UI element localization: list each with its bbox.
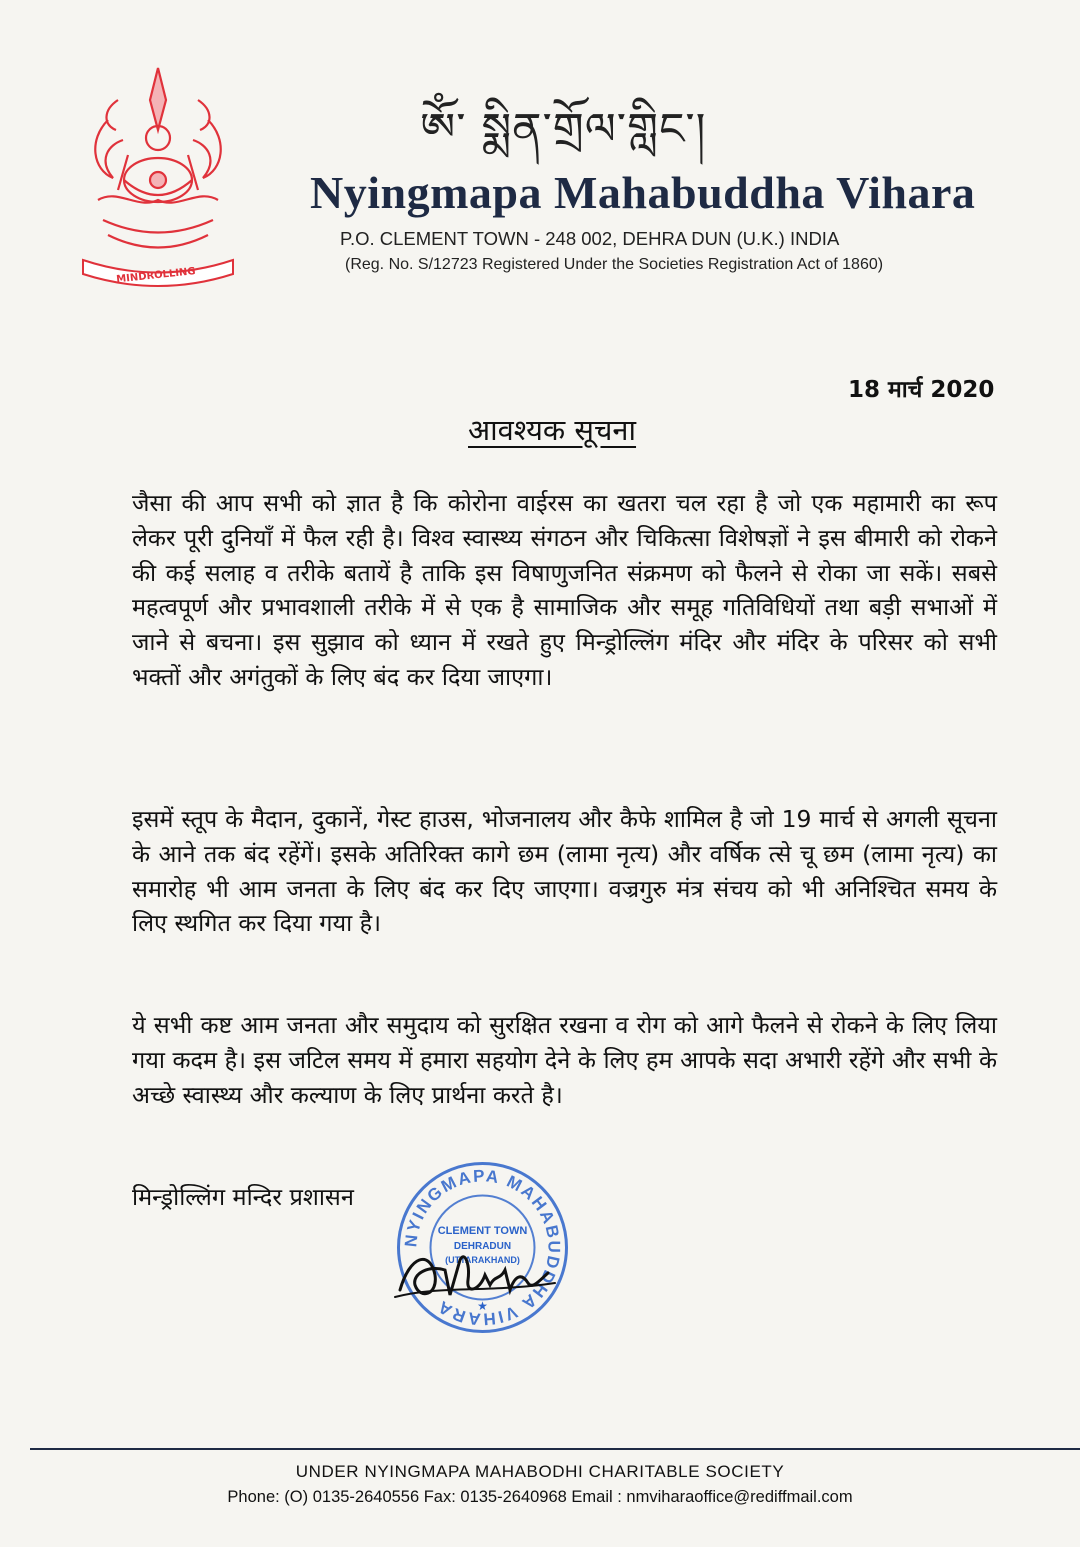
seal-line-1: CLEMENT TOWN [437,1225,528,1237]
notice-date: 18 मार्च 2020 [848,377,995,403]
notice-paragraph-1: जैसा की आप सभी को ज्ञात है कि कोरोना वाईरस का खतरा चल रहा है जो एक महामारी का रूप लेकर पूरी दुनियाँ में फैल रही है। विश्व स्वास्थ्य संगठन और चिकित्सा विशेषज्ञों ने इस बीमारी को रोकने की कई सलाह व तरीके बतायें है ताकि इस विषाणुजनित संक्रमण को फैलने से रोका जा सकें। सबसे महत्वपूर्ण और प्रभावशाली तरीके में से एक है सामाजिक और समूह गतिविधियों तथा बड़ी सभाओं में जाने से बचना। इस सुझाव को ध्यान में रखते हुए मिन्ड्रोल्लिंग मंदिर और मंदिर के परिसर को सभी भक्तों और अगंतुकों के लिए बंद कर दिया जाएगा। [132,489,997,691]
postal-address: P.O. CLEMENT TOWN - 248 002, DEHRA DUN (U.K.) INDIA [340,228,840,249]
footer-contact-details: Phone: (O) 0135-2640556 Fax: 0135-2640968 Email : nmviharaoffice@rediffmail.com [227,1488,853,1506]
svg-text:★: ★ [477,1299,488,1313]
footer-society-name: UNDER NYINGMAPA MAHABODHI CHARITABLE SOCIETY [295,1462,785,1481]
seal-line-3: (UTTARAKHAND) [445,1255,520,1265]
notice-title: आवश्यक सूचना [468,413,637,447]
seal-ring-text: NYINGMAPA MAHABUDDHA VIHARA [401,1166,564,1329]
footer-divider [30,1448,1080,1450]
organization-name: Nyingmapa Mahabuddha Vihara [310,167,976,218]
mindrolling-emblem [78,60,238,290]
notice-paragraph-3: ये सभी कष्ट आम जनता और समुदाय को सुरक्षित रखना व रोग को आगे फैलने से रोकने के लिए लिया गया कदम है। इस जटिल समय में हमारा सहयोग देने के लिए हम आपके सदा अभारी रहेंगे और सभी के अच्छे स्वास्थ्य और कल्याण के लिए प्रार्थना करते है। [132,1011,997,1109]
notice-paragraph-2: इसमें स्तूप के मैदान, दुकानें, गेस्ट हाउस, भोजनालय और कैफे शामिल है जो 19 मार्च से अगली सूचना के आने तक बंद रहेंगें। इसके अतिरिक्त कागे छम (लामा नृत्य) और वर्षिक त्से चू छम (लामा नृत्य) का समारोह भी आम जनता के लिए बंद कर दिए जाएगा। वज्रगुरु मंत्र संचय को भी अनिश्चित समय के लिए स्थगित कर दिया गया है। [132,805,997,938]
seal-line-2: DEHRADUN [453,1241,512,1252]
handwritten-signature [390,1235,560,1310]
registration-note: (Reg. No. S/12723 Registered Under the Societies Registration Act of 1860) [345,256,884,273]
signatory-line: मिन्ड्रोल्लिंग मन्दिर प्रशासन [132,1183,354,1211]
tibetan-title: ཨོཾ་ སྨིན་གྲོལ་གླིང་། [420,104,707,155]
svg-text:MINDROLLING: MINDROLLING [115,266,197,286]
